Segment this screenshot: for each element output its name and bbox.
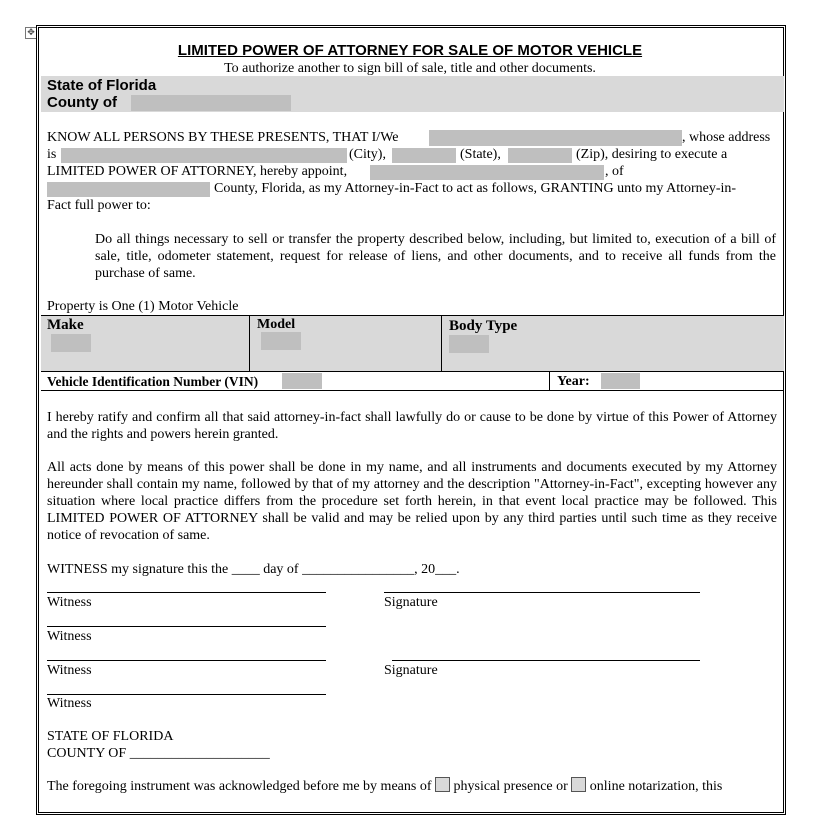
signature-line[interactable]: [384, 592, 700, 593]
witness-line[interactable]: [47, 592, 326, 593]
signature-label: Signature: [384, 595, 438, 610]
notary-county: COUNTY OF ____________________: [47, 746, 270, 761]
acknowledgment-text: The foregoing instrument was acknowledged before me by means of: [47, 779, 432, 794]
witness-label: Witness: [47, 663, 92, 678]
witness-line[interactable]: [47, 626, 326, 627]
table-divider: [549, 372, 550, 390]
model-label: Model: [257, 317, 296, 332]
body-type-field[interactable]: [449, 335, 489, 353]
make-label: Make: [47, 317, 84, 333]
intro-line5: Fact full power to:: [47, 198, 151, 213]
physical-presence-checkbox[interactable]: [435, 777, 450, 792]
state-field[interactable]: [508, 148, 572, 163]
model-field[interactable]: [261, 332, 301, 350]
state-label: State of Florida: [47, 77, 157, 94]
state-paren-label: (State),: [460, 147, 501, 162]
signature-label: Signature: [384, 663, 438, 678]
intro-line1: KNOW ALL PERSONS BY THESE PRESENTS, THAT I/We: [47, 130, 399, 145]
city-field[interactable]: [392, 148, 456, 163]
notary-state: STATE OF FLORIDA: [47, 729, 174, 744]
intro-line2-is: is: [47, 147, 57, 162]
physical-presence-label: physical presence or: [453, 779, 568, 794]
witness-line[interactable]: [47, 694, 326, 695]
property-label: Property is One (1) Motor Vehicle: [47, 299, 239, 314]
intro-line3-end: , of: [605, 164, 624, 179]
principal-name-field[interactable]: [429, 130, 682, 146]
table-bottom-border: [41, 390, 784, 391]
table-divider: [441, 316, 442, 371]
witness-label: Witness: [47, 629, 92, 644]
attorney-name-field[interactable]: [370, 165, 604, 180]
witness-label: Witness: [47, 595, 92, 610]
table-top-border: [41, 315, 784, 316]
document-title: LIMITED POWER OF ATTORNEY FOR SALE OF MOTOR VEHICLE: [177, 42, 643, 59]
table-mid-border: [41, 371, 784, 372]
witness-label: Witness: [47, 696, 92, 711]
make-field[interactable]: [51, 334, 91, 352]
table-divider: [249, 316, 250, 371]
vin-label: Vehicle Identification Number (VIN): [47, 374, 259, 389]
city-label: (City),: [349, 147, 386, 162]
intro-line3: LIMITED POWER OF ATTORNEY, hereby appoint,: [47, 164, 348, 179]
acknowledgment-line: [47, 777, 722, 795]
intro-line4: County, Florida, as my Attorney-in-Fact to act as follows, GRANTING unto my Attorney-in-: [214, 181, 737, 196]
ratify-paragraph: I hereby ratify and confirm all that said attorney-in-fact shall lawfully do or cause to be done by virtue of this Power of Attorney and the rights and powers herein granted.: [47, 410, 777, 442]
year-field[interactable]: [601, 373, 640, 389]
vehicle-table-row: [41, 316, 784, 371]
online-notarization-label: online notarization, this: [589, 779, 723, 794]
body-type-label: Body Type: [449, 318, 518, 334]
grant-paragraph: Do all things necessary to sell or transfer the property described below, including, but limited to, execution of a bill of sale, title, odometer statement, request for release of liens, and other documents, and to receive all funds from the purchase of same.: [95, 232, 776, 281]
year-label: Year:: [557, 374, 590, 389]
zip-label: (Zip), desiring to execute a: [576, 147, 728, 162]
witness-date-line: WITNESS my signature this the ____ day of ________________, 20___.: [47, 562, 460, 577]
county-field[interactable]: [131, 95, 291, 111]
online-notarization-checkbox[interactable]: [571, 777, 586, 792]
vin-field[interactable]: [282, 373, 322, 389]
table-move-handle-icon[interactable]: ✥: [25, 27, 37, 39]
county-label: County of: [47, 94, 117, 111]
intro-line1-end: , whose address: [682, 130, 771, 145]
address-field[interactable]: [61, 148, 347, 163]
witness-line[interactable]: [47, 660, 326, 661]
attorney-county-field[interactable]: [47, 182, 210, 197]
acts-paragraph: All acts done by means of this power shall be done in my name, and all instruments and documents executed by my Attorney hereunder shall contain my name, followed by that of my attorney and the description "Attorney-in-Fact", excepting however any situation where local practice differs from the procedure set forth herein, in that event local practice may be followed. This LIMITED POWER OF ATTORNEY shall be valid and may be relied upon by any third parties until such time as they receive notice of revocation of same.: [47, 460, 777, 543]
signature-line[interactable]: [392, 660, 700, 661]
document-subtitle: To authorize another to sign bill of sale, title and other documents.: [224, 61, 596, 76]
